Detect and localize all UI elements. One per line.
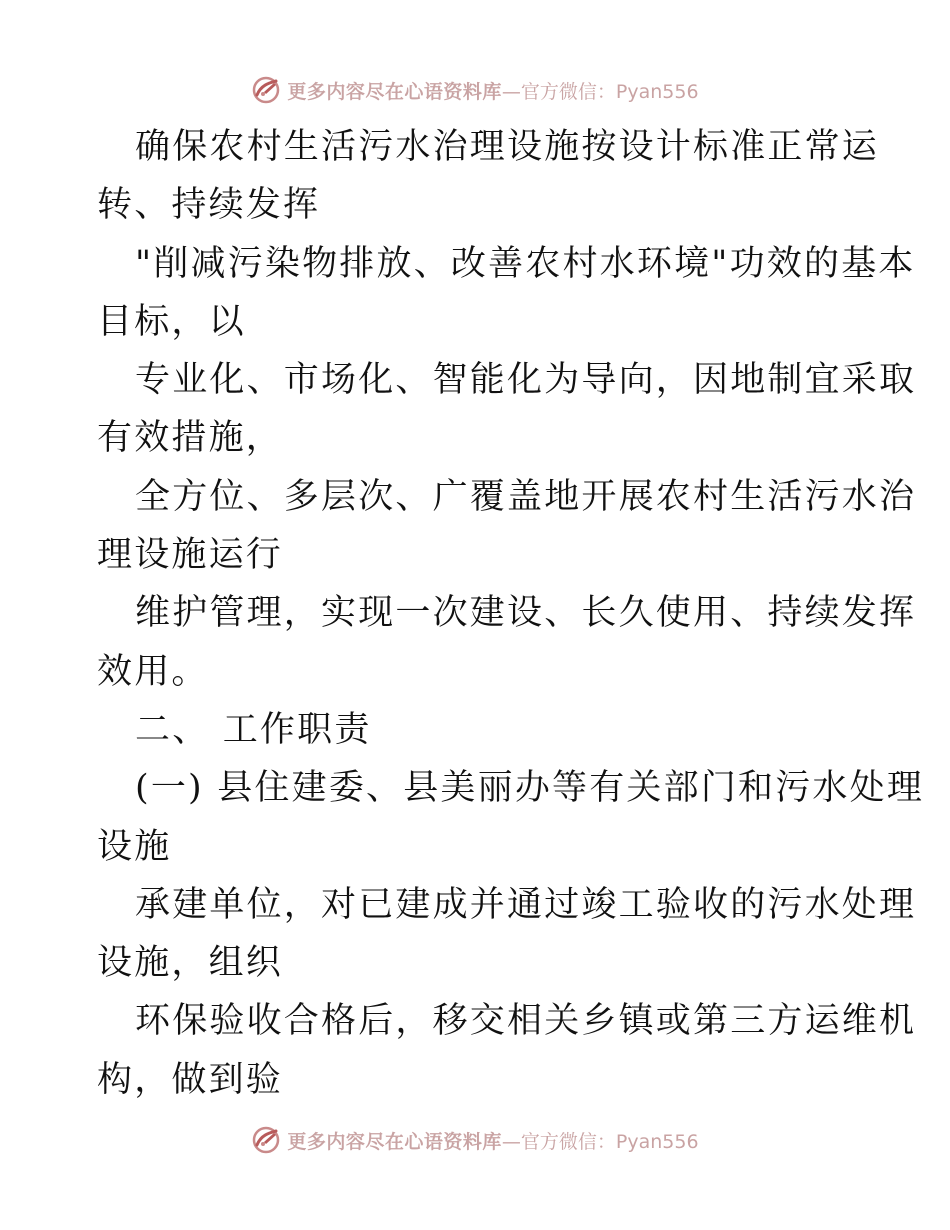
watermark-wechat: —官方微信：Pyan556 [501, 1130, 699, 1153]
text-line: (一) 县住建委、县美丽办等有关部门和污水处理 [135, 768, 925, 809]
text-line: 效用。 [97, 651, 209, 692]
text-line: 有效措施， [97, 418, 284, 459]
text-line: 维护管理，实现一次建设、长久使用、持续发挥 [135, 593, 917, 634]
text-line: 专业化、市场化、智能化为导向，因地制宜采取 [135, 360, 917, 401]
text-line: 环保验收合格后，移交相关乡镇或第三方运维机 [135, 1001, 917, 1042]
text-line: 全方位、多层次、广覆盖地开展农村生活污水治 [135, 476, 917, 517]
footer-watermark [0, 1120, 950, 1160]
text-line: 目标，以 [97, 301, 246, 342]
text-line: 转、持续发挥 [97, 185, 321, 226]
text-line: 构，做到验 [97, 1059, 284, 1100]
text-line: 设施，组织 [97, 943, 284, 984]
document-body [97, 118, 925, 1109]
watermark-brand: 更多内容尽在心语资料库 [287, 80, 502, 103]
text-line: 设施 [97, 826, 172, 867]
text-line: "削减污染物排放、改善农村水环境"功效的基本 [135, 243, 916, 284]
watermark-brand: 更多内容尽在心语资料库 [287, 1130, 502, 1153]
section-heading: 二、 工作职责 [135, 709, 372, 750]
watermark-wechat: —官方微信：Pyan556 [501, 80, 699, 103]
text-line: 承建单位，对已建成并通过竣工验收的污水处理 [135, 884, 917, 925]
header-watermark [0, 70, 950, 110]
pen-logo-icon [251, 75, 281, 105]
pen-logo-icon [251, 1125, 281, 1155]
text-line: 理设施运行 [97, 535, 284, 576]
text-line: 确保农村生活污水治理设施按设计标准正常运 [135, 127, 880, 167]
